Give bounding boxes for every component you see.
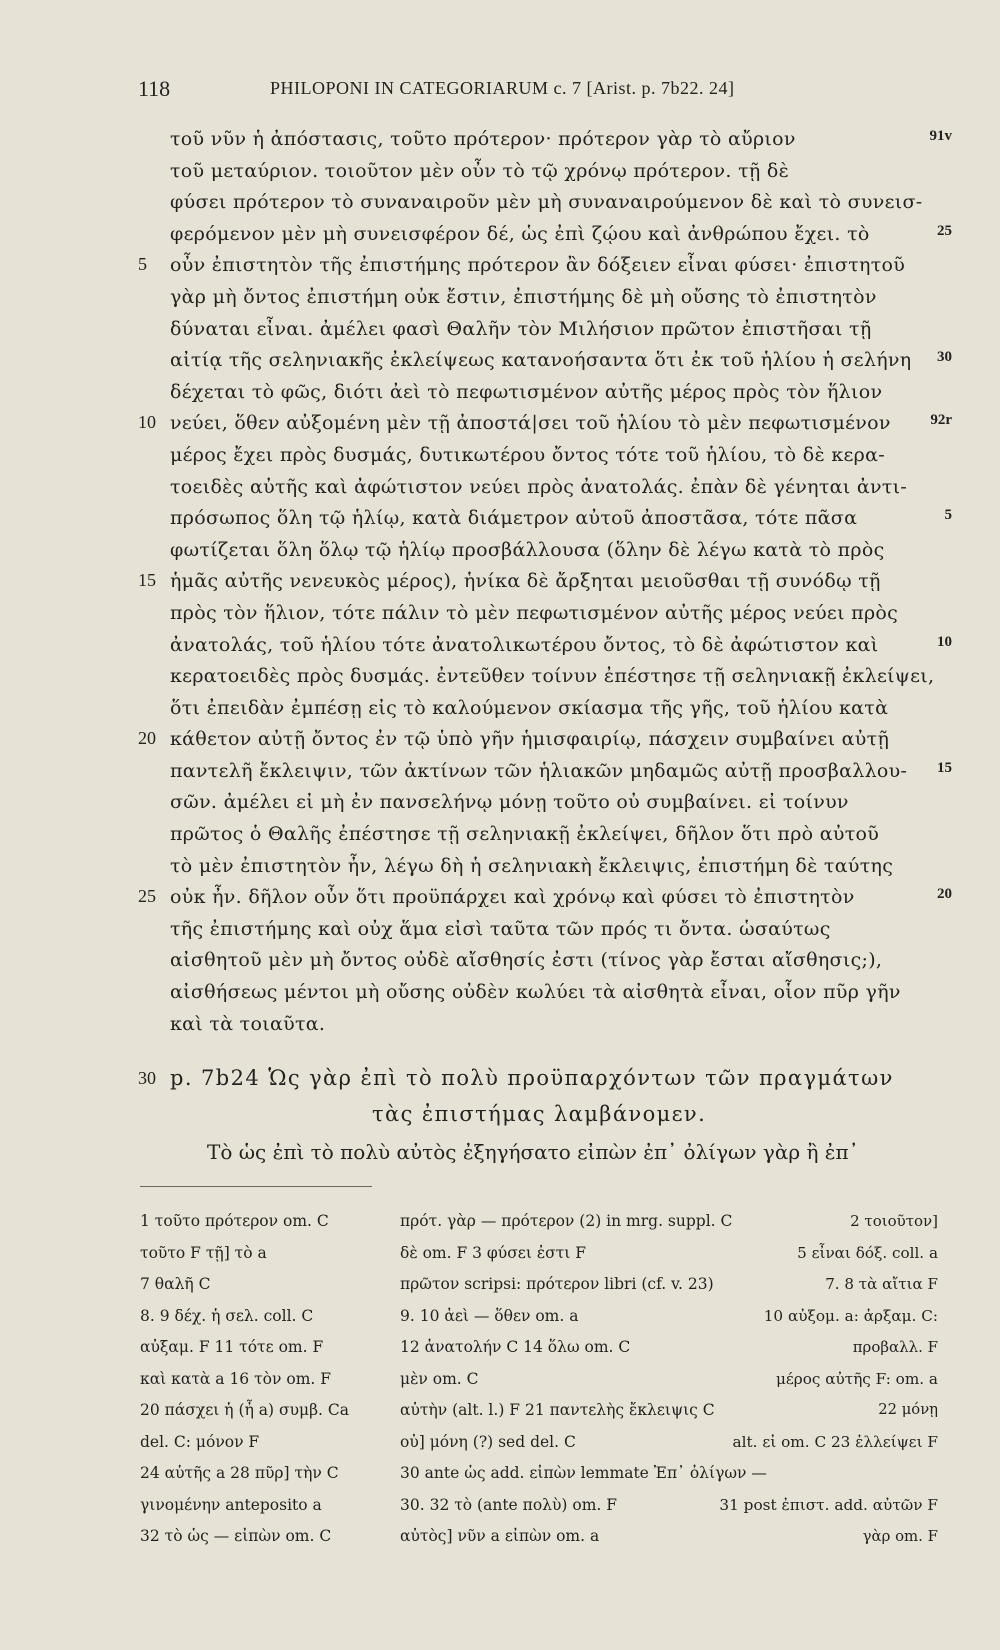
apparatus-entry: 1 τοῦτο πρότερον om. C (140, 1212, 329, 1230)
apparatus-line (0, 1464, 1000, 1496)
line-number: 10 (138, 412, 156, 433)
apparatus-entry: πρότ. γὰρ — πρότερον (2) in mrg. suppl. C (400, 1212, 733, 1230)
text-line (0, 886, 1000, 918)
apparatus-entry: αὐξαμ. F 11 τότε om. F (140, 1338, 324, 1356)
text-line-content: οὐκ ἦν. δῆλον οὖν ὅτι προϋπάρχει καὶ χρόνῳ καὶ φύσει τὸ ἐπιστητὸν (170, 886, 855, 909)
text-line (0, 223, 1000, 255)
text-line-content: οὖν ἐπιστητὸν τῆς ἐπιστήμης πρότερον ἂν δόξειεν εἶναι φύσει· ἐπιστητοῦ (170, 254, 906, 277)
page-number: 118 (138, 76, 171, 101)
critical-apparatus (0, 1212, 1000, 1559)
text-line-content: ἀνατολάς, τοῦ ἡλίου τότε ἀνατολικωτέρου ὄντος, τὸ δὲ ἀφώτιστον καὶ (170, 633, 879, 656)
apparatus-entry: 31 post ἐπιστ. add. αὐτῶν F (719, 1495, 938, 1514)
text-line-content: φερόμενον μὲν μὴ συνεισφέρον δέ, ὡς ἐπὶ ζῴου καὶ ἀνθρώπου ἔχει. τὸ (170, 222, 870, 245)
apparatus-entry: αὐτὸς] νῦν a εἰπὼν om. a (400, 1527, 600, 1545)
text-line (0, 602, 1000, 634)
apparatus-entry: 32 τὸ ὡς — εἰπὼν om. C (140, 1527, 332, 1545)
apparatus-entry: τοῦτο F τῇ] τὸ a (140, 1243, 267, 1262)
text-line (0, 507, 1000, 539)
apparatus-entry: 9. 10 ἀεὶ — ὅθεν om. a (400, 1306, 579, 1325)
text-line (0, 191, 1000, 223)
margin-reference: 15 (937, 759, 952, 776)
text-line-content: τοειδὲς αὐτῆς καὶ ἀφώτιστον νεύει πρὸς ἀνατολάς. ἐπὰν δὲ γένηται ἀντι- (170, 475, 908, 498)
apparatus-line (0, 1496, 1000, 1528)
text-line-content: καὶ τὰ τοιαῦτα. (170, 1012, 326, 1035)
lemma-line-2: τὰς ἐπιστήμας λαμβάνομεν. (372, 1102, 707, 1126)
text-line-content: αἰσθητοῦ μὲν μὴ ὄντος οὐδὲ αἴσθησίς ἐστι (τίνος γὰρ ἔσται αἴσθησις;), (170, 949, 883, 972)
text-line-content: αἰσθήσεως μέντοι μὴ οὔσης οὐδὲν κωλύει τὰ αἰσθητὰ εἶναι, οἷον πῦρ γῆν (170, 981, 901, 1004)
text-line (0, 823, 1000, 855)
apparatus-entry: 12 ἀνατολήν C 14 ὅλω om. C (400, 1338, 631, 1356)
text-line (0, 254, 1000, 286)
text-line (0, 381, 1000, 413)
margin-reference: 25 (937, 222, 952, 239)
text-line (0, 128, 1000, 160)
text-line (0, 286, 1000, 318)
apparatus-entry: 30 ante ὡς add. εἰπὼν lemmate Ἐπ᾽ ὀλίγων — (400, 1464, 767, 1482)
text-line-content: φύσει πρότερον τὸ συναναιροῦν μὲν μὴ συναναιρούμενον δὲ καὶ τὸ συνεισ- (170, 191, 923, 214)
apparatus-entry: 8. 9 δέχ. ἡ σελ. coll. C (140, 1306, 314, 1325)
text-line-content: δέχεται τὸ φῶς, διότι ἀεὶ τὸ πεφωτισμένον αὐτῆς μέρος πρὸς τὸν ἥλιον (170, 380, 883, 403)
text-line-content: τοῦ μεταύριον. τοιοῦτον μὲν οὖν τὸ τῷ χρόνῳ πρότερον. τῇ δὲ (170, 159, 790, 182)
apparatus-entry: 30. 32 τὸ (ante πολὺ) om. F (400, 1495, 618, 1514)
line-number: 25 (138, 886, 156, 907)
text-line (0, 444, 1000, 476)
apparatus-entry: 7 θαλῆ C (140, 1275, 211, 1293)
apparatus-entry: γινομένην anteposito a (140, 1495, 322, 1514)
text-line-content: αἰτίᾳ τῆς σεληνιακῆς ἐκλείψεως κατανοήσαντα ὅτι ἐκ τοῦ ἡλίου ἡ σελήνη (170, 349, 912, 372)
text-line (0, 634, 1000, 666)
text-line (0, 570, 1000, 602)
apparatus-line (0, 1212, 1000, 1244)
line-number: 5 (138, 254, 147, 275)
text-line-content: ἡμᾶς αὐτῆς νενευκὸς μέρος), ἡνίκα δὲ ἄρξηται μειοῦσθαι τῇ συνόδῳ τῇ (170, 570, 881, 593)
apparatus-line (0, 1433, 1000, 1465)
text-line (0, 1013, 1000, 1045)
text-line-content: γὰρ μὴ ὄντος ἐπιστήμη οὐκ ἔστιν, ἐπιστήμης δὲ μὴ οὔσης τὸ ἐπιστητὸν (170, 285, 877, 308)
apparatus-entry: 10 αὐξομ. a: ἀρξαμ. C: (763, 1306, 938, 1325)
apparatus-entry: γὰρ om. F (862, 1527, 938, 1545)
apparatus-line (0, 1307, 1000, 1339)
text-line (0, 981, 1000, 1013)
apparatus-entry: αὐτὴν (alt. l.) F 21 παντελὴς ἔκλειψις C (400, 1401, 715, 1419)
text-line-content: μέρος ἔχει πρὸς δυσμάς, δυτικωτέρου ὄντος τότε τοῦ ἡλίου, τὸ δὲ κερα- (170, 443, 885, 466)
margin-reference: 91v (929, 128, 952, 144)
margin-reference: 20 (937, 886, 952, 903)
page-header (0, 76, 1000, 110)
text-line (0, 349, 1000, 381)
lemma-line-number: 30 (138, 1068, 156, 1088)
text-line (0, 791, 1000, 823)
apparatus-line (0, 1401, 1000, 1433)
text-line (0, 160, 1000, 192)
apparatus-entry: 7. 8 τὰ αἴτια F (825, 1275, 938, 1293)
apparatus-entry: οὐ] μόνη (?) sed del. C (400, 1432, 576, 1451)
apparatus-line (0, 1527, 1000, 1559)
text-line-content: τὸ μὲν ἐπιστητὸν ἦν, λέγω δὴ ἡ σεληνιακὴ ἔκλειψις, ἐπιστήμη δὲ ταύτης (170, 854, 894, 877)
text-line-content: τῆς ἐπιστήμης καὶ οὐχ ἅμα εἰσὶ ταῦτα τῶν πρός τι ὄντα. ὡσαύτως (170, 917, 831, 940)
apparatus-entry: del. C: μόνον F (140, 1432, 260, 1451)
text-line (0, 697, 1000, 729)
text-line-content: πρῶτος ὁ Θαλῆς ἐπέστησε τῇ σεληνιακῇ ἐκλείψει, δῆλον ὅτι πρὸ αὐτοῦ (170, 823, 880, 846)
apparatus-entry: 2 τοιοῦτον] (850, 1212, 938, 1230)
text-line-content: ὅτι ἐπειδὰν ἐμπέσῃ εἰς τὸ καλούμενον σκίασμα τῆς γῆς, τοῦ ἡλίου κατὰ (170, 696, 889, 719)
text-line-content: παντελῆ ἔκλειψιν, τῶν ἀκτίνων τῶν ἡλιακῶν μηδαμῶς αὐτῇ προσβαλλου- (170, 759, 908, 782)
text-line-content: νεύει, ὅθεν αὐξομένη μὲν τῇ ἀποστά|σει τοῦ ἡλίου τὸ μὲν πεφωτισμένον (170, 412, 891, 435)
commentary-line: Τὸ ὡς ἐπὶ τὸ πολὺ αὐτὸς ἐξηγήσατο εἰπὼν ἐπ᾽ ὀλίγων γὰρ ἢ ἐπ᾽ (207, 1140, 859, 1164)
lemma-block (0, 1066, 1000, 1138)
apparatus-entry: προβαλλ. F (852, 1338, 938, 1356)
text-line-content: κάθετον αὐτῇ ὄντος ἐν τῷ ὑπὸ γῆν ἡμισφαιρίῳ, πάσχειν συμβαίνει αὐτῇ (170, 728, 890, 751)
margin-reference: 5 (944, 507, 952, 524)
margin-reference: 30 (937, 349, 952, 366)
text-line-content: δύναται εἶναι. ἀμέλει φασὶ Θαλῆν τὸν Μιλήσιον πρῶτον ἐπιστῆσαι τῇ (170, 317, 872, 340)
margin-reference: 92r (930, 412, 952, 429)
text-line (0, 476, 1000, 508)
apparatus-entry: δὲ om. F 3 φύσει ἐστι F (400, 1243, 587, 1262)
text-line (0, 728, 1000, 760)
text-line (0, 855, 1000, 887)
margin-reference: 10 (937, 633, 952, 650)
apparatus-entry: 20 πάσχει ἡ (ἦ a) συμβ. Ca (140, 1401, 349, 1419)
apparatus-line (0, 1370, 1000, 1402)
apparatus-line (0, 1338, 1000, 1370)
apparatus-line (0, 1275, 1000, 1307)
apparatus-entry: πρῶτον scripsi: πρότερον libri (cf. v. 23) (400, 1275, 714, 1293)
text-line-content: πρὸς τὸν ἥλιον, τότε πάλιν τὸ μὲν πεφωτισμένον αὐτῆς μέρος νεύει πρὸς (170, 601, 899, 624)
text-line (0, 539, 1000, 571)
text-line (0, 918, 1000, 950)
line-number: 20 (138, 728, 156, 749)
apparatus-entry: 22 μόνῃ (878, 1401, 938, 1418)
apparatus-entry: 5 εἶναι δόξ. coll. a (797, 1243, 938, 1262)
lemma-line-1: p. 7b24 Ὡς γὰρ ἐπὶ τὸ πολὺ προϋπαρχόντων τῶν πραγμάτων (170, 1066, 894, 1090)
text-line-content: φωτίζεται ὅλη ὅλῳ τῷ ἡλίῳ προσβάλλουσα (ὅλην δὲ λέγω κατὰ τὸ πρὸς (170, 538, 885, 561)
text-line (0, 665, 1000, 697)
apparatus-entry: καὶ κατὰ a 16 τὸν om. F (140, 1369, 331, 1388)
footnote-rule (140, 1186, 372, 1187)
line-number: 15 (138, 570, 156, 591)
main-text (0, 128, 1000, 1044)
apparatus-entry: μέρος αὐτῆς F: om. a (776, 1369, 938, 1388)
text-line-content: κερατοειδὲς πρὸς δυσμάς. ἐντεῦθεν τοίνυν ἐπέστησε τῇ σεληνιακῇ ἐκλείψει, (170, 665, 935, 688)
apparatus-entry: alt. εἰ om. C 23 ἐλλείψει F (732, 1432, 938, 1451)
apparatus-entry: μὲν om. C (400, 1369, 479, 1388)
text-line (0, 760, 1000, 792)
text-line (0, 318, 1000, 350)
running-head: PHILOPONI IN CATEGORIARUM c. 7 [Arist. p. 7b22. 24] (270, 78, 735, 98)
text-line (0, 412, 1000, 444)
text-line-content: σῶν. ἀμέλει εἰ μὴ ἐν πανσελήνῳ μόνῃ τοῦτο οὐ συμβαίνει. εἰ τοίνυν (170, 791, 849, 814)
apparatus-line (0, 1244, 1000, 1276)
text-line (0, 949, 1000, 981)
text-line-content: πρόσωπος ὅλη τῷ ἡλίῳ, κατὰ διάμετρον αὐτοῦ ἀποστᾶσα, τότε πᾶσα (170, 507, 858, 530)
apparatus-entry: 24 αὐτῆς a 28 πῦρ] τὴν C (140, 1464, 339, 1482)
text-line-content: τοῦ νῦν ἡ ἀπόστασις, τοῦτο πρότερον· πρότερον γὰρ τὸ αὔριον (170, 128, 796, 150)
